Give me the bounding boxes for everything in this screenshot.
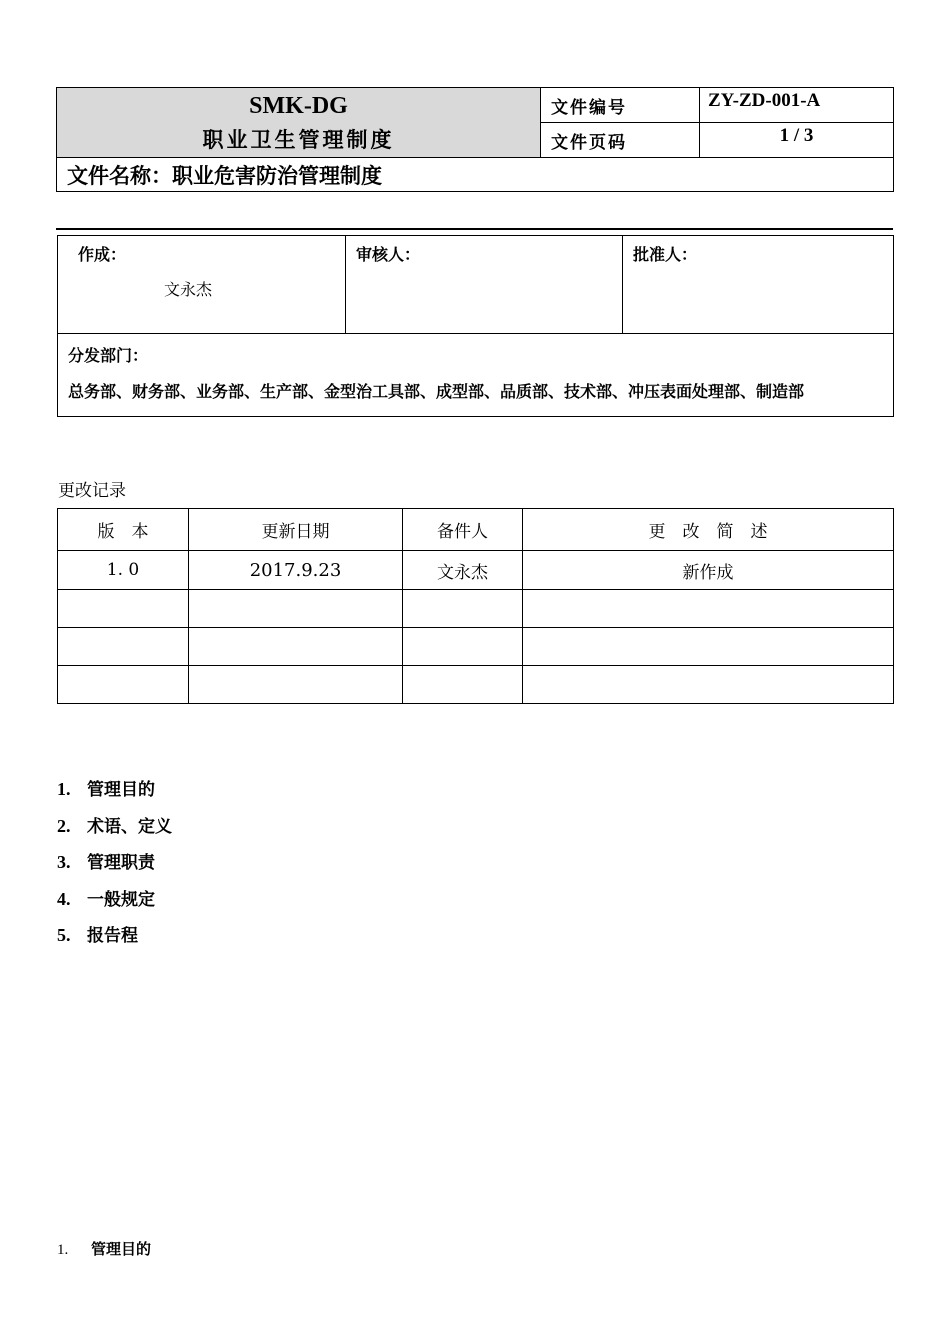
toc-list xyxy=(57,772,172,955)
document-header xyxy=(56,87,894,192)
revision-table xyxy=(57,508,894,704)
cell-version: 1. 0 xyxy=(58,551,189,590)
toc-item xyxy=(57,809,172,846)
cell-summary: 新作成 xyxy=(523,551,894,590)
table-row xyxy=(58,590,894,628)
author-name: 文永杰 xyxy=(164,280,213,299)
toc-number: 2. xyxy=(57,815,71,836)
col-date: 更新日期 xyxy=(189,509,403,551)
doc-name-label: 文件名称： xyxy=(67,163,172,188)
doc-no-label: 文件编号 xyxy=(541,88,700,123)
toc-item xyxy=(57,772,172,809)
header-title-cell xyxy=(57,88,541,158)
author-label: 作成： xyxy=(78,245,127,264)
toc-number: 5. xyxy=(57,925,71,945)
cell-person xyxy=(403,628,523,666)
cell-date: 2017.9.23 xyxy=(189,551,403,590)
cell-date xyxy=(189,628,403,666)
toc-text: 术语、定义 xyxy=(87,816,172,837)
cell-person xyxy=(403,590,523,628)
cell-summary xyxy=(523,628,894,666)
author-cell xyxy=(58,236,346,334)
header-divider xyxy=(56,228,893,230)
table-row xyxy=(58,666,894,704)
toc-number: 1. xyxy=(57,779,71,799)
approver-cell xyxy=(623,236,894,334)
toc-text: 管理职责 xyxy=(87,853,155,873)
approver-label: 批准人： xyxy=(633,245,698,264)
cell-person: 文永杰 xyxy=(403,551,523,590)
distribution-value: 总务部、财务部、业务部、生产部、金型治工具部、成型部、品质部、技术部、冲压表面处理部、制造部 xyxy=(68,382,805,401)
doc-name-cell xyxy=(57,158,894,192)
toc-item xyxy=(57,882,172,919)
doc-no-value: ZY-ZD-001-A xyxy=(700,88,894,123)
toc-text: 管理目的 xyxy=(87,780,155,800)
toc-text: 一般规定 xyxy=(87,889,155,910)
distribution-cell xyxy=(58,334,894,417)
distribution-label: 分发部门： xyxy=(68,346,149,365)
cell-summary xyxy=(523,666,894,704)
cell-person xyxy=(403,666,523,704)
cell-date xyxy=(189,666,403,704)
toc-item xyxy=(57,845,172,882)
cell-version xyxy=(58,666,189,704)
table-row xyxy=(58,628,894,666)
section-text: 管理目的 xyxy=(91,1240,152,1258)
reviewer-cell xyxy=(346,236,623,334)
toc-number: 3. xyxy=(57,852,71,872)
page-label: 文件页码 xyxy=(541,123,700,158)
col-summary: 更 改 简 述 xyxy=(523,509,894,551)
toc-number: 4. xyxy=(57,888,71,909)
cell-version xyxy=(58,628,189,666)
toc-text: 报告程 xyxy=(87,926,138,946)
section-heading xyxy=(57,1238,151,1259)
signoff-table xyxy=(57,235,894,417)
table-row xyxy=(58,551,894,590)
col-version: 版 本 xyxy=(58,509,189,551)
cell-version xyxy=(58,590,189,628)
col-person: 备件人 xyxy=(403,509,523,551)
page-value: 1 / 3 xyxy=(700,123,894,158)
doc-name-value: 职业危害防治管理制度 xyxy=(172,163,382,188)
section-number: 1. xyxy=(57,1242,69,1258)
cell-date xyxy=(189,590,403,628)
reviewer-label: 审核人： xyxy=(356,245,421,264)
system-title: 职业卫生管理制度 xyxy=(202,127,395,152)
toc-item xyxy=(57,918,172,955)
company-name: SMK-DG xyxy=(249,92,348,119)
revision-header-row xyxy=(58,509,894,551)
revision-title: 更改记录 xyxy=(58,481,126,501)
cell-summary xyxy=(523,590,894,628)
